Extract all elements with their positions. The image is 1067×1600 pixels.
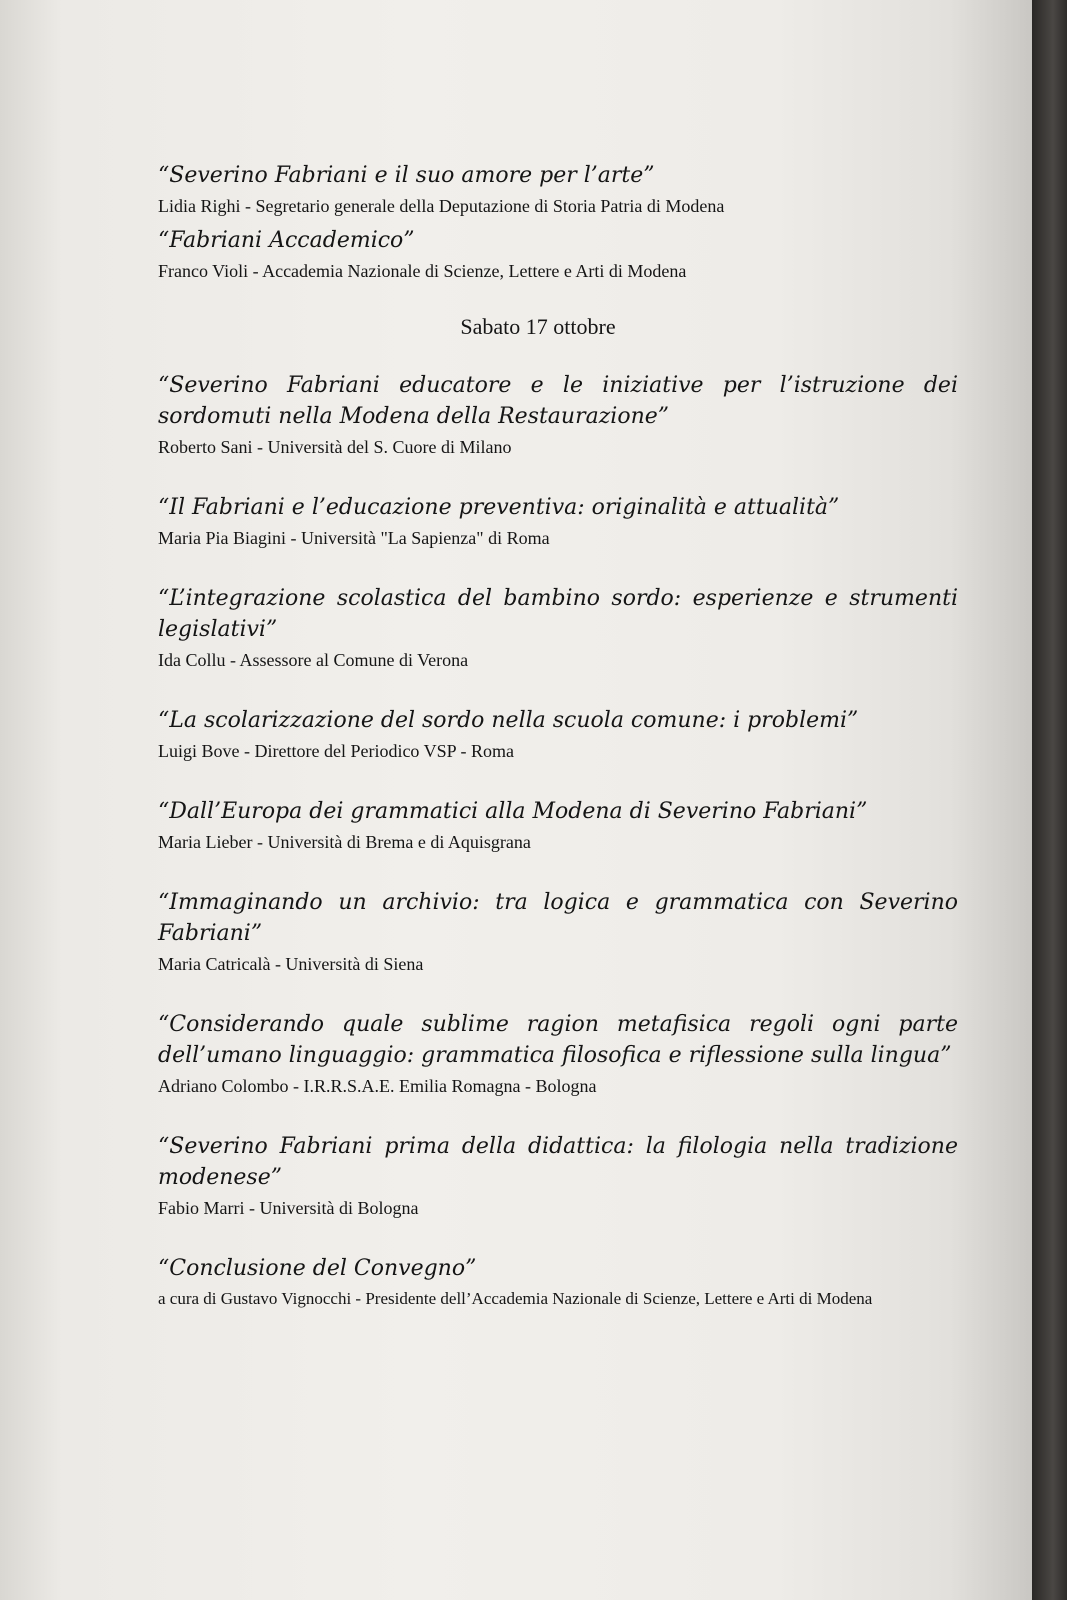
talk-title: “Severino Fabriani educatore e le iniziative per l’istruzione dei sordomuti nella Modena della Restaurazione” — [158, 373, 958, 429]
program-entry — [158, 1253, 958, 1312]
program-entry — [158, 160, 958, 219]
talk-title: “Fabriani Accademico” — [158, 228, 415, 253]
talk-author: Maria Catricalà - Università di Siena — [158, 954, 424, 974]
talk-author: Franco Violi - Accademia Nazionale di Scienze, Lettere e Arti di Modena — [158, 261, 687, 281]
program-entry — [158, 887, 958, 977]
talk-title: “La scolarizzazione del sordo nella scuola comune: i problemi” — [158, 708, 859, 733]
talk-author: Roberto Sani - Università del S. Cuore di Milano — [158, 437, 512, 457]
program-entry — [158, 1131, 958, 1221]
program-entry — [158, 225, 958, 284]
program-entry — [158, 1009, 958, 1099]
program-entry — [158, 492, 958, 551]
talk-title: “Conclusione del Convegno” — [158, 1256, 477, 1281]
program-entry — [158, 583, 958, 673]
talk-title: “Considerando quale sublime ragion metafisica regoli ogni parte dell’umano linguaggio: grammatica filosofica e riflessione sulla lingua” — [158, 1012, 958, 1068]
talk-title: “Immaginando un archivio: tra logica e grammatica con Severino Fabriani” — [158, 890, 958, 946]
talk-author: Lidia Righi - Segretario generale della Deputazione di Storia Patria di Modena — [158, 196, 725, 216]
saturday-sessions — [158, 370, 958, 1312]
friday-sessions — [158, 160, 958, 284]
talk-author: Fabio Marri - Università di Bologna — [158, 1198, 419, 1218]
talk-author: Adriano Colombo - I.R.R.S.A.E. Emilia Romagna - Bologna — [158, 1076, 597, 1096]
talk-author: Maria Pia Biagini - Università "La Sapienza" di Roma — [158, 528, 550, 548]
talk-author: a cura di Gustavo Vignocchi - Presidente dell’Accademia Nazionale di Scienze, Lettere e Arti di Modena — [158, 1289, 873, 1308]
talk-author: Maria Lieber - Università di Brema e di Aquisgrana — [158, 832, 531, 852]
talk-title: “Severino Fabriani prima della didattica: la filologia nella tradizione modenese” — [158, 1134, 958, 1190]
book-spine — [1032, 0, 1067, 1600]
talk-title: “L’integrazione scolastica del bambino sordo: esperienze e strumenti legislativi” — [158, 586, 958, 642]
talk-author: Luigi Bove - Direttore del Periodico VSP - Roma — [158, 741, 514, 761]
talk-title: “Il Fabriani e l’educazione preventiva: originalità e attualità” — [158, 495, 840, 520]
program-entry — [158, 370, 958, 460]
talk-title: “Dall’Europa dei grammatici alla Modena di Severino Fabriani” — [158, 799, 868, 824]
talk-title: “Severino Fabriani e il suo amore per l’arte” — [158, 163, 655, 188]
program-entry — [158, 705, 958, 764]
program-content — [158, 160, 958, 1312]
date-heading: Sabato 17 ottobre — [460, 314, 616, 339]
talk-author: Ida Collu - Assessore al Comune di Verona — [158, 650, 469, 670]
program-entry — [158, 796, 958, 855]
